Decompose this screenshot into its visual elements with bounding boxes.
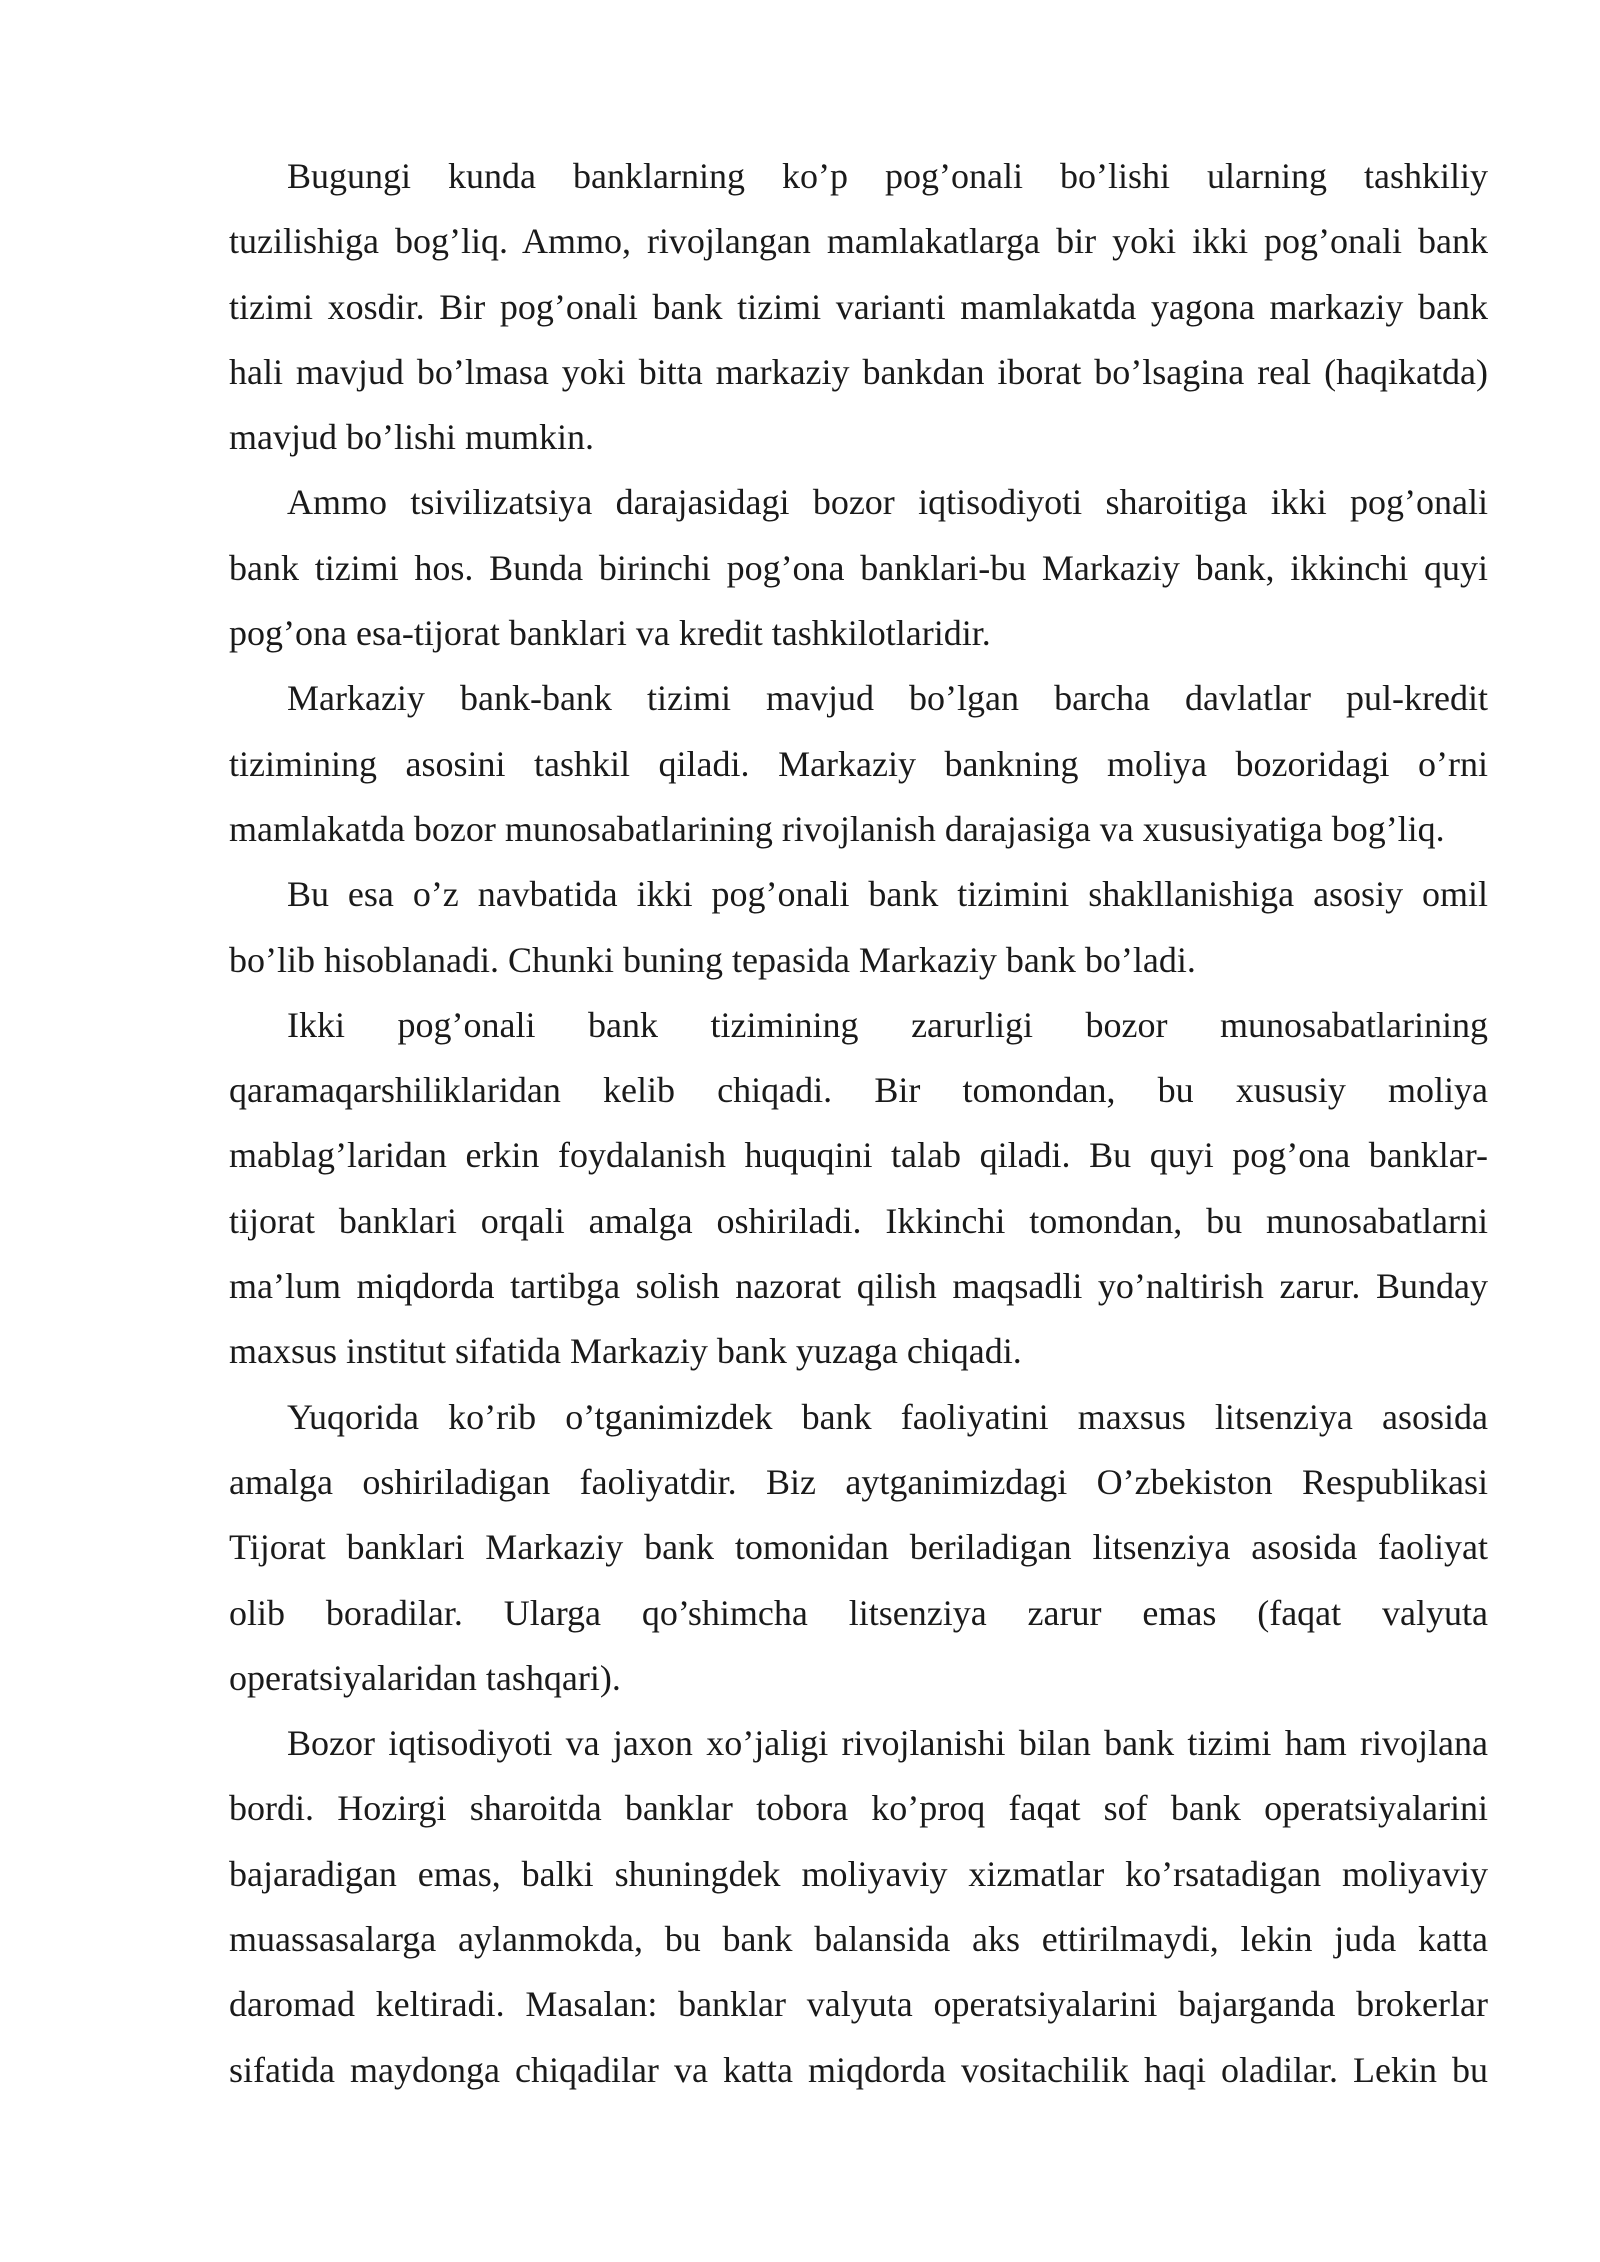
text-line: Yuqorida ko’rib o’tganimizdek bank faoliyatini maxsus litsenziya asosida — [287, 1396, 1488, 1437]
text-line: amalga oshiriladigan faoliyatdir. Biz aytganimizdagi O’zbekiston Respublikasi — [229, 1461, 1488, 1502]
text-line: Bugungi kunda banklarning ko’p pog’onali bo’lishi ularning tashkiliy — [287, 156, 1488, 196]
text-line: Markaziy bank-bank tizimi mavjud bo’lgan barcha davlatlar pul-kredit — [287, 678, 1488, 719]
text-line: mablag’laridan erkin foydalanish huquqini talab qiladi. Bu quyi pog’ona banklar- — [229, 1135, 1488, 1176]
text-line: mamlakatda bozor munosabatlarining rivojlanish darajasiga va xususiyatiga bog’liq. — [229, 808, 1445, 849]
text-line: bo’lib hisoblanadi. Chunki buning tepasida Markaziy bank bo’ladi. — [229, 939, 1196, 980]
paragraph — [229, 470, 1488, 666]
paragraph — [229, 666, 1488, 862]
text-line: hali mavjud bo’lmasa yoki bitta markaziy bankdan iborat bo’lsagina real (haqikatda) — [229, 351, 1488, 392]
text-line: daromad keltiradi. Masalan: banklar valyuta operatsiyalarini bajarganda brokerlar — [229, 1984, 1488, 2025]
document-page — [229, 144, 1488, 2103]
text-line: olib boradilar. Ularga qo’shimcha litsenziya zarur emas (faqat valyuta — [229, 1592, 1488, 1633]
text-line: Ikki pog’onali bank tizimining zarurligi bozor munosabatlarining — [287, 1004, 1488, 1045]
text-line: tizimi xosdir. Bir pog’onali bank tizimi varianti mamlakatda yagona markaziy bank — [229, 286, 1488, 327]
text-line: bank tizimi hos. Bunda birinchi pog’ona banklari-bu Markaziy bank, ikkinchi quyi — [229, 547, 1488, 588]
text-line: Ammo tsivilizatsiya darajasidagi bozor iqtisodiyoti sharoitiga ikki pog’onali — [287, 482, 1488, 523]
text-line: operatsiyalaridan tashqari). — [229, 1657, 621, 1698]
text-line: ma’lum miqdorda tartibga solish nazorat qilish maqsadli yo’naltirish zarur. Bunday — [229, 1266, 1488, 1307]
paragraph — [229, 1711, 1488, 2103]
text-line: bordi. Hozirgi sharoitda banklar tobora ko’proq faqat sof bank operatsiyalarini — [229, 1788, 1488, 1829]
text-line: muassasalarga aylanmokda, bu bank balansida aks ettirilmaydi, lekin juda katta — [229, 1919, 1488, 1960]
text-line: qaramaqarshiliklaridan kelib chiqadi. Bir tomondan, bu xususiy moliya — [229, 1070, 1488, 1111]
paragraph — [229, 993, 1488, 1385]
text-line: Bozor iqtisodiyoti va jaxon xo’jaligi rivojlanishi bilan bank tizimi ham rivojlana — [287, 1723, 1488, 1764]
text-line: mavjud bo’lishi mumkin. — [229, 417, 594, 458]
text-line: tijorat banklari orqali amalga oshiriladi. Ikkinchi tomondan, bu munosabatlarni — [229, 1200, 1488, 1241]
paragraph — [229, 1385, 1488, 1711]
text-line: maxsus institut sifatida Markaziy bank yuzaga chiqadi. — [229, 1331, 1022, 1372]
text-line: Tijorat banklari Markaziy bank tomonidan beriladigan litsenziya asosida faoliyat — [229, 1527, 1488, 1568]
text-line: tuzilishiga bog’liq. Ammo, rivojlangan mamlakatlarga bir yoki ikki pog’onali bank — [229, 221, 1488, 262]
text-line: tizimining asosini tashkil qiladi. Markaziy bankning moliya bozoridagi o’rni — [229, 743, 1488, 784]
text-line: sifatida maydonga chiqadilar va katta miqdorda vositachilik haqi oladilar. Lekin bu — [229, 2049, 1488, 2090]
text-line: Bu esa o’z navbatida ikki pog’onali bank tizimini shakllanishiga asosiy omil — [287, 874, 1488, 915]
text-line: bajaradigan emas, balki shuningdek moliyaviy xizmatlar ko’rsatadigan moliyaviy — [229, 1853, 1488, 1894]
paragraph — [229, 144, 1488, 470]
paragraph — [229, 862, 1488, 993]
text-line: pog’ona esa-tijorat banklari va kredit tashkilotlaridir. — [229, 613, 991, 654]
